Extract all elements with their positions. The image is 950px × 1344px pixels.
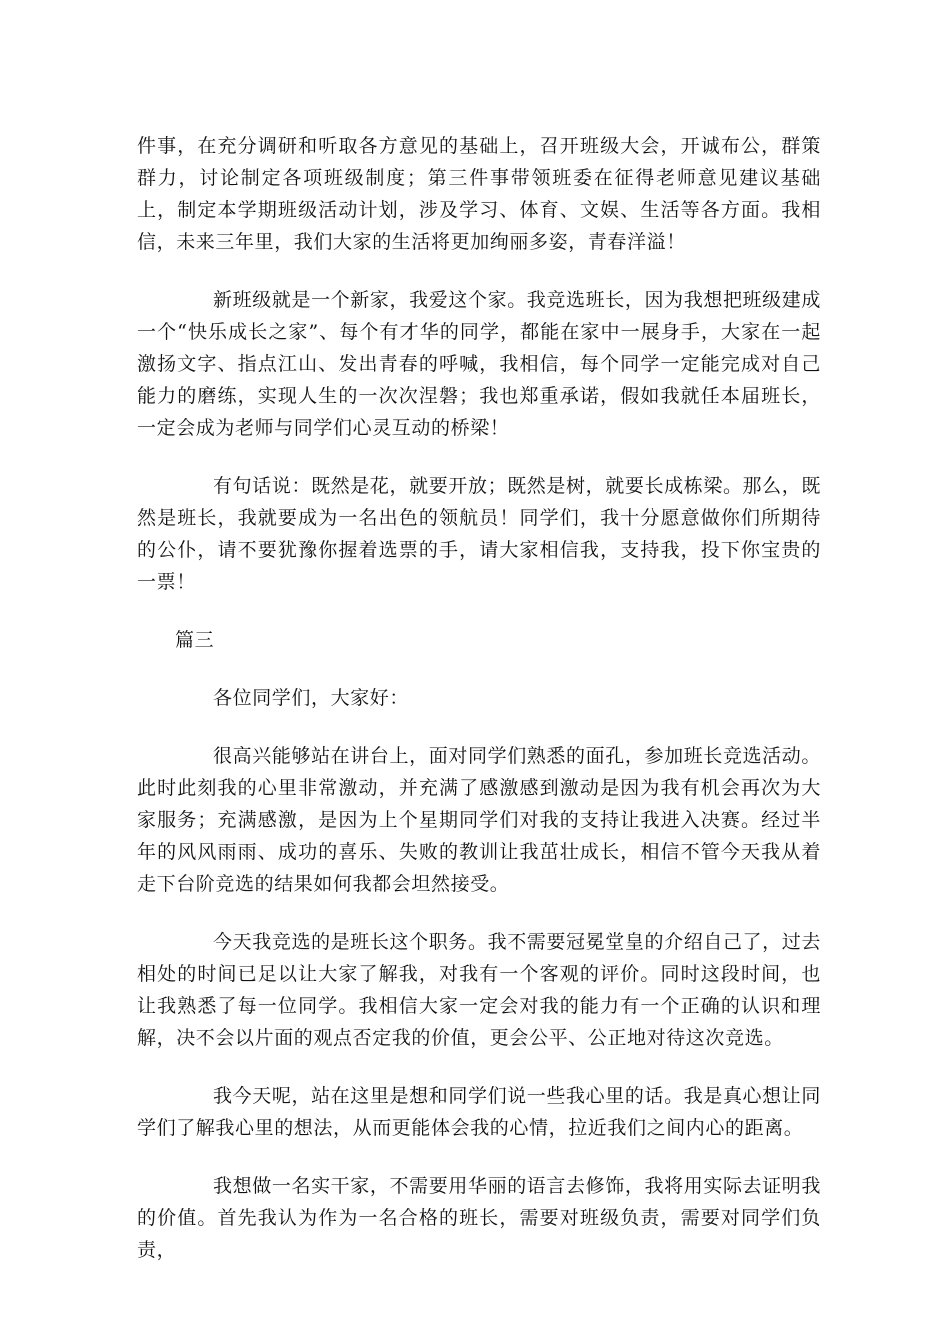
section-heading: 篇三 <box>175 629 215 651</box>
paragraph-continuation: 件事，在充分调研和听取各方意见的基础上，召开班级大会，开诚布公，群策群力，讨论制定各项班级制度；第三件事带领班委在征得老师意见建议基础上，制定本学期班级活动计划，涉及学习、体育、文娱、生活等各方面。我相信，未来三年里，我们大家的生活将更加绚丽多姿，青春洋溢！ <box>137 135 821 253</box>
paragraph-heart-words: 我今天呢，站在这里是想和同学们说一些我心里的话。我是真心想让同学们了解我心里的想法，从而更能体会我的心情，拉近我们之间内心的距离。 <box>137 1085 821 1139</box>
paragraph-position: 今天我竞选的是班长这个职务。我不需要冠冕堂皇的介绍自己了，过去相处的时间已足以让大家了解我，对我有一个客观的评价。同时这段时间，也让我熟悉了每一位同学。我相信大家一定会对我的能力有一个正确的认识和理解，决不会以片面的观点否定我的价值，更会公平、公正地对待这次竞选。 <box>137 931 821 1049</box>
paragraph-new-class-home: 新班级就是一个新家，我爱这个家。我竞选班长，因为我想把班级建成一个“快乐成长之家”、每个有才华的同学，都能在家中一展身手，大家在一起激扬文字、指点江山、发出青春的呼喊，我相信，每个同学一定能完成对自己能力的磨练，实现人生的一次次涅磐；我也郑重承诺，假如我就任本届班长，一定会成为老师与同学们心灵互动的桥梁！ <box>137 289 821 439</box>
paragraph-flower-tree: 有句话说：既然是花，就要开放；既然是树，就要长成栋梁。那么，既然是班长，我就要成为一名出色的领航员！同学们，我十分愿意做你们所期待的公仆，请不要犹豫你握着选票的手，请大家相信我，支持我，投下你宝贵的一票！ <box>137 475 821 593</box>
document-body <box>137 130 821 1292</box>
paragraph-greeting: 各位同学们，大家好： <box>213 687 410 709</box>
paragraph-glad-to-stand: 很高兴能够站在讲台上，面对同学们熟悉的面孔，参加班长竞选活动。此时此刻我的心里非常激动，并充满了感激感到激动是因为我有机会再次为大家服务；充满感激，是因为上个星期同学们对我的支持让我进入决赛。经过半年的风风雨雨、成功的喜乐、失败的教训让我茁壮成长，相信不管今天我从着走下台阶竞选的结果如何我都会坦然接受。 <box>137 745 821 895</box>
paragraph-doer: 我想做一名实干家，不需要用华丽的语言去修饰，我将用实际去证明我的价值。首先我认为作为一名合格的班长，需要对班级负责，需要对同学们负责， <box>137 1175 821 1261</box>
